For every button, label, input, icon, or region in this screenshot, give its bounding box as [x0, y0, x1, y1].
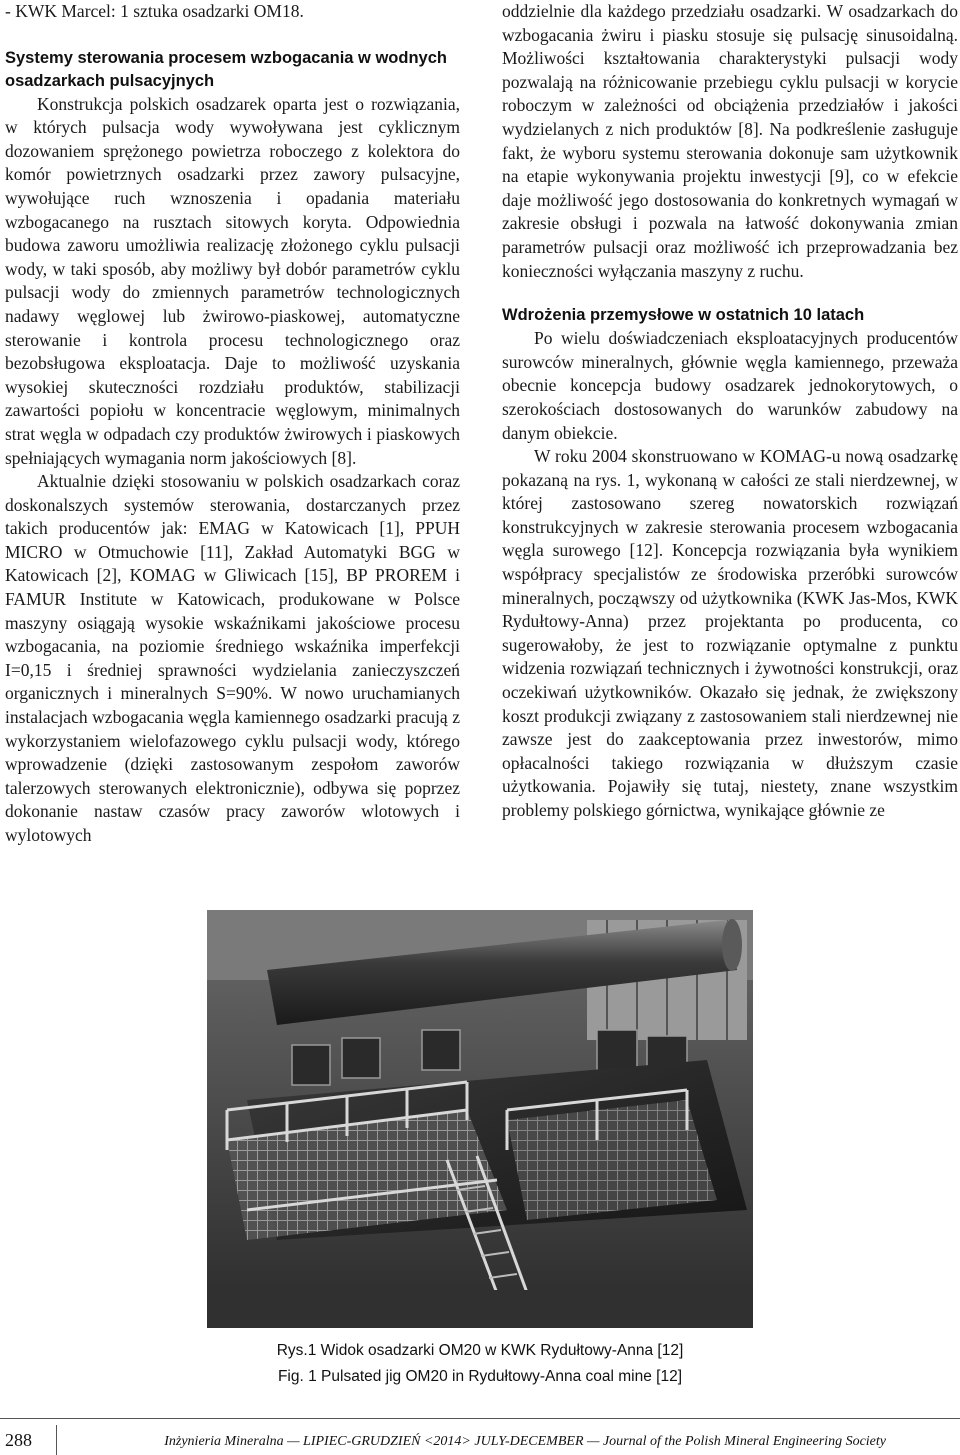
right-column — [502, 0, 958, 823]
body-paragraph: Aktualnie dzięki stosowaniu w polskich osadzarkach coraz doskonalszych systemów sterowania, dostarczanych przez takich producentów jak: EMAG w Katowicach [1], PPUH MICRO w Otmuchowie [11], Zakład Automatyki BGG w Katowicach [2], KOMAG w Gliwicach [15], BP PROREM i FAMUR Institute w Katowicach, produkowane w Polsce maszyny osiągają wysokie wskaźnikami jakościowe procesu wzbogacania, na poziomie średniego wskaźnika imperfekcji I=0,15 i średniej sprawności wydzielania zanieczyszczeń organicznych i mineralnych S=90%. W nowo uruchamianych instalacjach wzbogacania węgla kamiennego osadzarki pracują z wykorzystaniem wielofazowego cyklu pulsacji wody, którego wprowadzenie (dzięki zastosowanym zespołom zaworów talerzowych sterowanych elektronicznie), odbywa się poprzez dokonanie nastaw czasów pracy zaworów wlotowych i wylotowych — [5, 471, 460, 845]
jig-photo-illustration — [207, 910, 753, 1328]
list-item: - KWK Marcel: 1 sztuka osadzarki OM18. — [5, 1, 304, 21]
jig-photo — [207, 910, 753, 1328]
figure-caption-pl: Rys.1 Widok osadzarki OM20 w KWK Rydułtowy-Anna [12] — [276, 1342, 684, 1359]
page-number: 288 — [5, 1430, 32, 1450]
body-paragraph: Po wielu doświadczeniach eksploatacyjnych producentów surowców mineralnych, głównie węgla kamiennego, przeważa obecnie koncepcja budowy osadzarek jednokorytowych, o szerokościach dostosowanych do warunków zabudowy na danym obiekcie. — [502, 328, 958, 443]
section-heading: Systemy sterowania procesem wzbogacania w wodnych osadzarkach pulsacyjnych — [5, 48, 447, 90]
left-column — [5, 0, 460, 848]
figure-caption-en: Fig. 1 Pulsated jig OM20 in Rydułtowy-Anna coal mine [12] — [277, 1368, 683, 1385]
section-heading: Wdrożenia przemysłowe w ostatnich 10 latach — [502, 306, 865, 325]
page-number-divider — [56, 1425, 57, 1455]
journal-footer: Inżynieria Mineralna — LIPIEC-GRUDZIEŃ <2014> JULY-DECEMBER — Journal of the Polish Mineral Engineering Society — [164, 1434, 886, 1449]
body-paragraph: Konstrukcja polskich osadzarek oparta jest o rozwiązania, w których pulsacja wody wywoływana jest cyklicznym dozowaniem sprężonego powietrza roboczego z kolektora do komór powietrznych osadzarki przez zawory pulsacyjne, wywołujące ruch wznoszenia i opadania materiału wzbogacanego na rusztach sitowych koryta. Odpowiednia budowa zaworu umożliwia realizację złożonego cyklu pulsacji wody, w taki sposób, aby możliwy był dobór parametrów cyklu pulsacji wody do zmiennych parametrów technologicznych nadawy węglowej lub żwirowo-piaskowej, automatyczne sterowanie i kontrola procesu technologicznego oraz bezobsługowa eksploatacja. Daje to możliwość uzyskania wysokiej skuteczności rozdziału produktów, stabilizacji zawartości popiołu w koncentracie węglowym, minimalnych strat węgla w odpadach czy produktów żwirowych i piaskowych spełniających wymagania norm jakościowych [8]. — [5, 93, 460, 468]
footer-divider — [0, 1418, 960, 1419]
body-paragraph: oddzielnie dla każdego przedziału osadzarki. W osadzarkach do wzbogacania żwiru i piasku stosuje się pulsację sinusoidalną. Możliwości kształtowania charakterystyki pulsacji wody pozwalają na różnicowanie przebiegu cyklu pulsacji w korycie roboczym w zależności od obciążenia przedziałów i jakości wydzielanych z nich produktów [8]. Na podkreślenie zasługuje fakt, że wyboru systemu sterowania dokonuje sam użytkownik na etapie wykonywania projektu inwestycji [9], co w efekcie daje możliwość jego dostosowania do konkretnych wymagań w zakresie obsługi i pozwala na łatwość dokonywania zmian parametrów pulsacji oraz możliwość ich przeprowadzania bez konieczności wyłączania maszyny z ruchu. — [502, 1, 958, 281]
body-paragraph: W roku 2004 skonstruowano w KOMAG-u nową osadzarkę pokazaną na rys. 1, wykonaną w całości ze stali nierdzewnej, w której zastosowano szereg nowatorskich rozwiązań konstrukcyjnych w zakresie sterowania procesem wzbogacania węgla surowego [12]. Koncepcja rozwiązania była wynikiem współpracy specjalistów ze środowiska przeróbki surowców mineralnych, począwszy od użytkownika (KWK Jas-Mos, KWK Rydułtowy-Anna) przez projektanta po producenta, co sugerowałoby, że jest to rozwiązanie optymalne z punktu widzenia rozwiązań technicznych i żywotności konstrukcji, oraz oczekiwań użytkowników. Okazało się jednak, że zwiększony koszt produkcji związany z zastosowaniem stali nierdzewnej nie zawsze jest do zaakceptowania przez inwestorów, mimo opłacalności takiego rozwiązania w dłuższym czasie użytkowania. Pojawiły się tutaj, niestety, znane wszystkim problemy polskiego górnictwa, wynikające głównie ze — [502, 446, 958, 820]
